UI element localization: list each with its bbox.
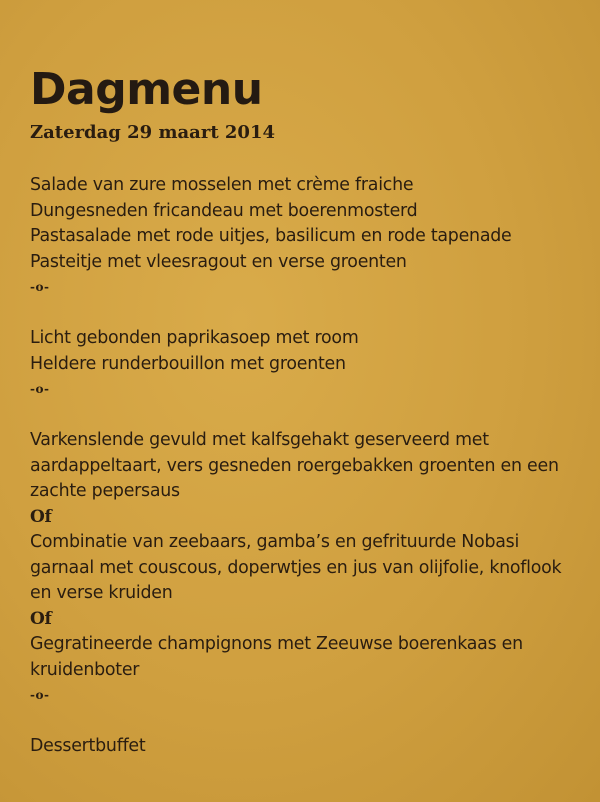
menu-item: Pasteitje met vleesragout en verse groenten (30, 251, 407, 272)
spacer (30, 301, 590, 327)
spacer (30, 709, 590, 735)
menu-item: Licht gebonden paprikasoep met room (30, 328, 359, 348)
course-separator: -o- (30, 280, 50, 294)
spacer (30, 403, 590, 429)
menu-item-line: aardappeltaart, vers gesneden roergebakken groenten en een (30, 455, 559, 476)
menu-date: Zaterdag 29 maart 2014 (30, 122, 276, 143)
menu-item-line: zachte pepersaus (30, 481, 180, 501)
menu-item: Salade van zure mosselen met crème fraiche (30, 175, 414, 195)
menu-item-line: garnaal met couscous, doperwtjes en jus van olijfolie, knoflook (30, 557, 562, 578)
course-separator: -o- (30, 382, 50, 396)
menu-item: Dungesneden fricandeau met boerenmosterd (30, 200, 418, 221)
dessert-section (30, 734, 590, 760)
menu-body (30, 173, 590, 760)
soups-section (30, 326, 590, 403)
course-separator: -o- (30, 688, 50, 702)
menu-item: Heldere runderbouillon met groenten (30, 353, 346, 374)
or-label: Of (30, 608, 52, 629)
menu-item: Dessertbuffet (30, 736, 146, 756)
or-label: Of (30, 506, 52, 527)
menu-item-line: Gegratineerde champignons met Zeeuwse boerenkaas en (30, 634, 523, 654)
menu-item-line: kruidenboter (30, 659, 140, 680)
menu-item: Pastasalade met rode uitjes, basilicum en rode tapenade (30, 226, 512, 246)
menu-item-line: Combinatie van zeebaars, gamba’s en gefrituurde Nobasi (30, 532, 520, 552)
menu-item-line: en verse kruiden (30, 583, 173, 603)
menu-title: Dagmenu (30, 64, 263, 115)
starters-section (30, 173, 590, 301)
menu-item-line: Varkenslende gevuld met kalfsgehakt geserveerd met (30, 430, 489, 450)
mains-section (30, 428, 590, 709)
